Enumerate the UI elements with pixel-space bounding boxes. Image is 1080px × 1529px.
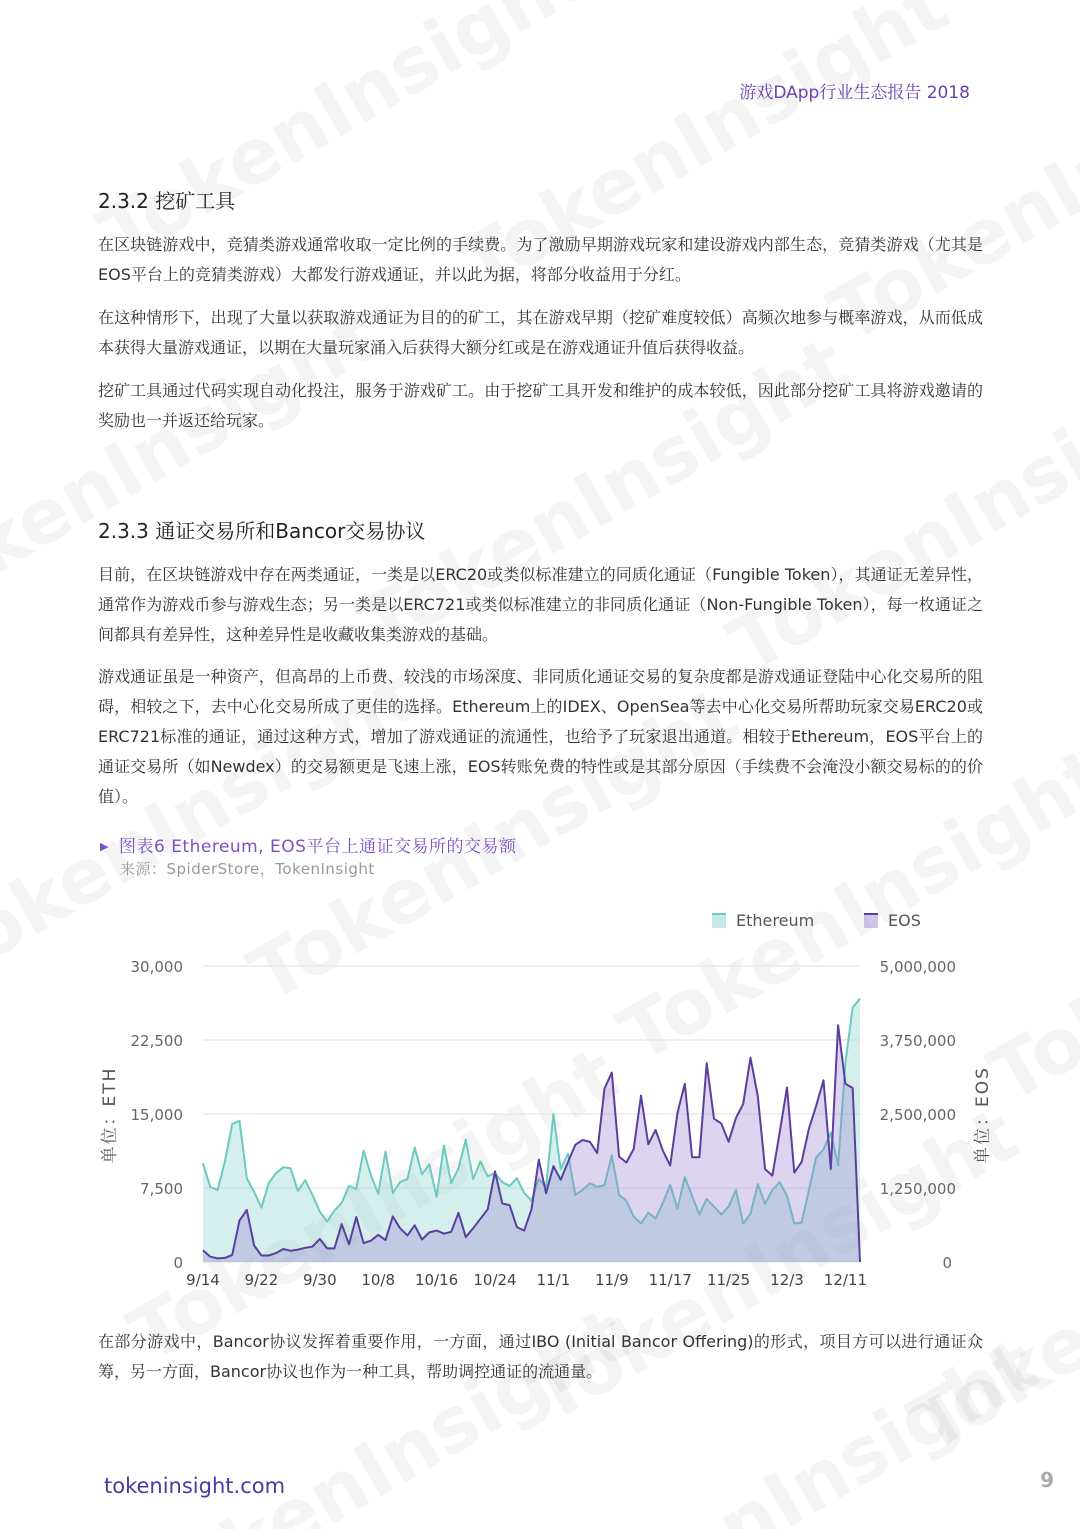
section-title-exchanges: 2.3.3 通证交易所和Bancor交易协议 xyxy=(98,519,426,543)
paragraph: 目前，在区块链游戏中存在两类通证，一类是以ERC20或类似标准建立的同质化通证（Fungible Token），其通证无差异性，通常作为游戏币参与游戏生态；另一类是以ERC721或类似标准建立的非同质化通证（Non-Fungible Token），每一枚通证之间都具有差异性，这种差异性是收藏收集类游戏的基础。 xyxy=(98,565,983,644)
y-tick-label-left: 22,500 xyxy=(130,1032,183,1050)
x-tick-label: 12/3 xyxy=(770,1271,804,1289)
x-tick-label: 11/25 xyxy=(706,1271,751,1289)
paragraph: 在这种情形下，出现了大量以获取游戏通证为目的的矿工，其在游戏早期（挖矿难度较低）高频次地参与概率游戏，从而低成本获得大量游戏通证，以期在大量玩家涌入后获得大额分红或是在游戏通证升值后获得收益。 xyxy=(98,308,983,357)
y-tick-label-right: 3,750,000 xyxy=(879,1032,956,1050)
legend-label-eos: EOS xyxy=(888,911,921,930)
x-tick-label: 9/30 xyxy=(302,1271,337,1289)
paragraph: 挖矿工具通过代码实现自动化投注，服务于游戏矿工。由于挖矿工具开发和维护的成本较低，因此部分挖矿工具将游戏邀请的奖励也一并返还给玩家。 xyxy=(98,381,983,430)
y-tick-label-left: 30,000 xyxy=(130,958,183,976)
y-tick-label-right: 5,000,000 xyxy=(879,958,956,976)
exchange-volume-chart xyxy=(0,890,1080,1300)
report-title: 游戏DApp行业生态报告 2018 xyxy=(739,83,970,103)
y-tick-label-right: 2,500,000 xyxy=(879,1106,956,1124)
y-axis-right-label: 单位：EOS xyxy=(973,1066,993,1164)
legend-swatch-ethereum xyxy=(712,914,726,928)
x-tick-label: 9/22 xyxy=(244,1271,279,1289)
chart-areas xyxy=(203,999,860,1262)
paragraph: 在部分游戏中，Bancor协议发挥着重要作用，一方面，通过IBO (Initial Bancor Offering)的形式，项目方可以进行通证众筹，另一方面，Bancor协议也作为一种工具，帮助调控通证的流通量。 xyxy=(98,1332,983,1381)
figure-caption xyxy=(100,832,516,857)
x-tick-label: 10/24 xyxy=(473,1271,517,1289)
y-tick-label-right: 1,250,000 xyxy=(879,1180,956,1198)
figure-source: 来源：SpiderStore，TokenInsight xyxy=(120,860,375,878)
caret-right-icon: ▶ xyxy=(100,840,109,853)
paragraph: 游戏通证虽是一种资产，但高昂的上币费、较浅的市场深度、非同质化通证交易的复杂度都是游戏通证登陆中心化交易所的阻碍，相较之下，去中心化交易所成了更佳的选择。Ethereum上的IDEX、OpenSea等去中心化交易所帮助玩家交易ERC20或ERC721标准的通证，通过这种方式，增加了游戏通证的流通性，也给予了玩家退出通道。相较于Ethereum，EOS平台上的通证交易所（如Newdex）的交易额更是飞速上涨，EOS转账免费的特性或是其部分原因（手续费不会淹没小额交易标的的价值）。 xyxy=(98,667,983,806)
legend-label-ethereum: Ethereum xyxy=(736,911,815,930)
x-tick-label: 11/9 xyxy=(594,1271,629,1289)
x-tick-label: 11/17 xyxy=(648,1271,692,1289)
chart-legend xyxy=(712,911,921,930)
y-axis-left-label: 单位：ETH xyxy=(100,1066,120,1164)
y-tick-label-left: 0 xyxy=(173,1254,183,1272)
x-axis xyxy=(186,1271,867,1289)
figure-caption-text: 图表6 Ethereum, EOS平台上通证交易所的交易额 xyxy=(118,837,517,857)
footer-url[interactable]: tokeninsight.com xyxy=(104,1474,286,1498)
x-tick-label: 12/11 xyxy=(823,1271,868,1289)
y-tick-label-right: 0 xyxy=(942,1254,952,1272)
y-axis-right xyxy=(880,958,956,1272)
section-title-mining-tools: 2.3.2 挖矿工具 xyxy=(98,189,236,213)
x-tick-label: 10/8 xyxy=(361,1271,396,1289)
x-tick-label: 9/14 xyxy=(186,1271,220,1289)
x-tick-label: 10/16 xyxy=(414,1271,459,1289)
page-number: 9 xyxy=(1040,1468,1054,1492)
legend-swatch-eos xyxy=(864,914,878,928)
paragraph: 在区块链游戏中，竞猜类游戏通常收取一定比例的手续费。为了激励早期游戏玩家和建设游戏内部生态，竞猜类游戏（尤其是EOS平台上的竞猜类游戏）大都发行游戏通证，并以此为据，将部分收益用于分红。 xyxy=(98,235,983,284)
x-tick-label: 11/1 xyxy=(536,1271,571,1289)
y-tick-label-left: 7,500 xyxy=(140,1180,183,1198)
y-axis-left xyxy=(131,958,184,1272)
y-tick-label-left: 15,000 xyxy=(130,1106,183,1124)
